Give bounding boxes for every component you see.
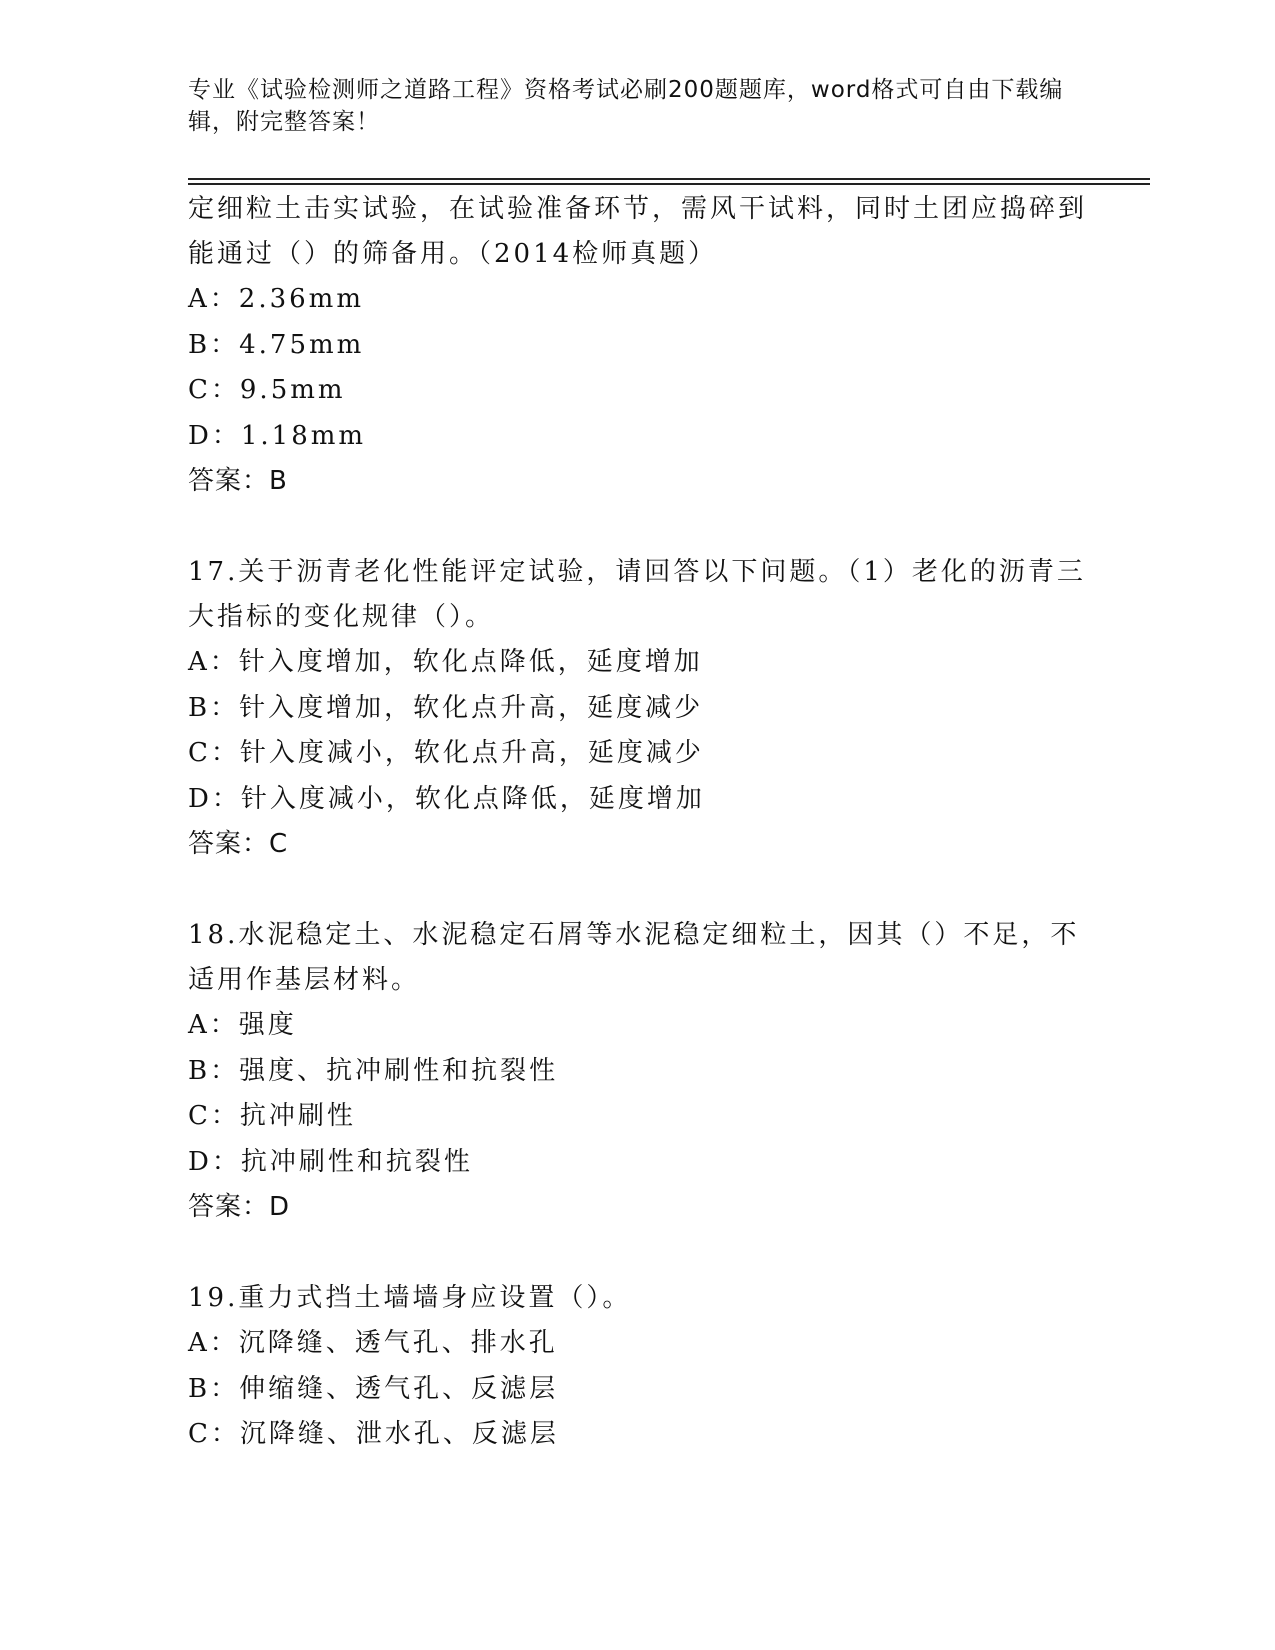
option-b: B：强度、抗冲刷性和抗裂性 <box>188 1055 559 1086</box>
question-list <box>188 187 1088 1458</box>
header-divider-bottom <box>188 183 1150 185</box>
option-a: A：针入度增加，软化点降低，延度增加 <box>188 647 703 677</box>
spacer <box>188 867 1088 913</box>
option-c: C：针入度减小，软化点升高，延度减少 <box>188 738 704 768</box>
option-d: D：针入度减小，软化点降低，延度增加 <box>188 783 705 814</box>
answer: 答案：C <box>188 829 289 859</box>
option-c: C：抗冲刷性 <box>188 1101 356 1131</box>
option-a: A：沉降缝、透气孔、排水孔 <box>188 1328 558 1358</box>
question-text: 17.关于沥青老化性能评定试验，请回答以下问题。（1）老化的沥青三大指标的变化规律（）。 <box>188 557 1086 632</box>
question-16 <box>188 187 1088 504</box>
option-b: B：4.75mm <box>188 329 365 360</box>
question-text: 18.水泥稳定土、水泥稳定石屑等水泥稳定细粒土，因其（）不足，不适用作基层材料。 <box>188 920 1080 995</box>
question-19 <box>188 1276 1088 1458</box>
spacer <box>188 1230 1088 1276</box>
option-a: A：强度 <box>188 1010 297 1040</box>
option-d: D：1.18mm <box>188 420 367 451</box>
option-c: C：沉降缝、泄水孔、反滤层 <box>188 1419 559 1449</box>
document-header: 专业《试验检测师之道路工程》资格考试必刷200题题库，word格式可自由下载编辑，附完整答案！ <box>188 77 1064 135</box>
question-text: 19.重力式挡土墙墙身应设置（）。 <box>188 1283 632 1313</box>
header-divider-top <box>188 178 1150 180</box>
question-17 <box>188 550 1088 867</box>
option-b: B：针入度增加，软化点升高，延度减少 <box>188 692 704 723</box>
option-d: D：抗冲刷性和抗裂性 <box>188 1146 473 1177</box>
spacer <box>188 504 1088 550</box>
answer: 答案：B <box>188 466 288 496</box>
question-text: 定细粒土击实试验，在试验准备环节，需风干试料，同时土团应捣碎到能通过（）的筛备用。（2014检师真题） <box>188 194 1088 269</box>
option-c: C：9.5mm <box>188 375 346 405</box>
option-b: B：伸缩缝、透气孔、反滤层 <box>188 1373 559 1404</box>
answer: 答案：D <box>188 1192 291 1222</box>
question-18 <box>188 913 1088 1230</box>
option-a: A：2.36mm <box>188 284 364 314</box>
